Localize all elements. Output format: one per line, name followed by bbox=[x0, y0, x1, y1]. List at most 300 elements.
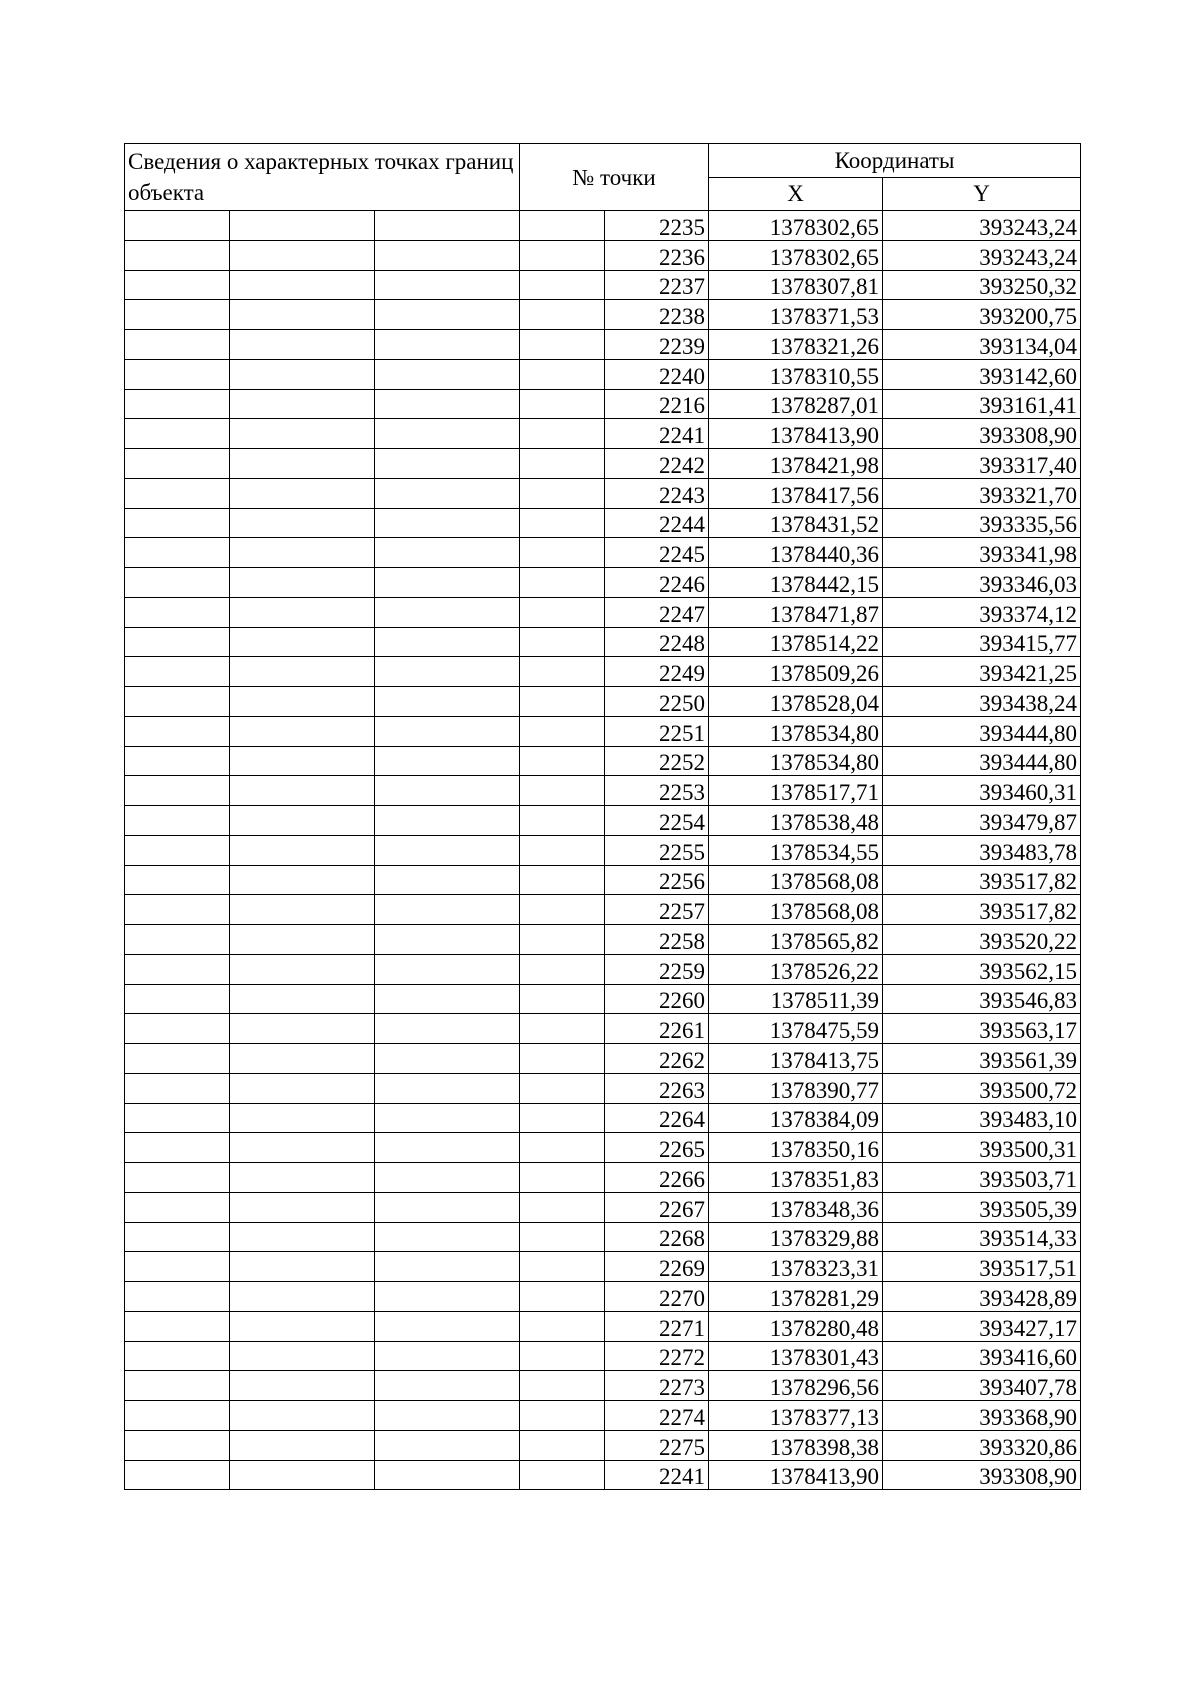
x-coordinate-cell: 1378421,98 bbox=[709, 449, 883, 479]
y-coordinate-cell: 393250,32 bbox=[883, 270, 1081, 300]
empty-cell bbox=[520, 895, 605, 925]
empty-cell bbox=[125, 508, 230, 538]
empty-cell bbox=[230, 1044, 375, 1074]
point-number-cell: 2270 bbox=[605, 1282, 709, 1312]
table-row bbox=[125, 478, 1081, 508]
x-coordinate-cell: 1378413,90 bbox=[709, 419, 883, 449]
empty-cell bbox=[375, 1460, 520, 1490]
x-coordinate-cell: 1378384,09 bbox=[709, 1103, 883, 1133]
point-number-cell: 2250 bbox=[605, 687, 709, 717]
table-row bbox=[125, 1460, 1081, 1490]
empty-cell bbox=[230, 954, 375, 984]
table-row bbox=[125, 1133, 1081, 1163]
empty-cell bbox=[125, 716, 230, 746]
empty-cell bbox=[230, 746, 375, 776]
empty-cell bbox=[520, 419, 605, 449]
empty-cell bbox=[375, 1222, 520, 1252]
point-number-cell: 2258 bbox=[605, 925, 709, 955]
y-coordinate-cell: 393421,25 bbox=[883, 657, 1081, 687]
point-number-cell: 2272 bbox=[605, 1341, 709, 1371]
table-row bbox=[125, 211, 1081, 241]
point-number-cell: 2241 bbox=[605, 419, 709, 449]
y-coordinate-cell: 393142,60 bbox=[883, 359, 1081, 389]
table-row bbox=[125, 1222, 1081, 1252]
empty-cell bbox=[230, 627, 375, 657]
empty-cell bbox=[230, 330, 375, 360]
x-coordinate-cell: 1378310,55 bbox=[709, 359, 883, 389]
empty-cell bbox=[520, 211, 605, 241]
x-coordinate-cell: 1378329,88 bbox=[709, 1222, 883, 1252]
empty-cell bbox=[125, 1430, 230, 1460]
point-number-cell: 2235 bbox=[605, 211, 709, 241]
x-coordinate-cell: 1378371,53 bbox=[709, 300, 883, 330]
empty-cell bbox=[230, 716, 375, 746]
y-coordinate-cell: 393317,40 bbox=[883, 449, 1081, 479]
empty-cell bbox=[375, 806, 520, 836]
x-coordinate-cell: 1378514,22 bbox=[709, 627, 883, 657]
point-number-cell: 2237 bbox=[605, 270, 709, 300]
empty-cell bbox=[230, 687, 375, 717]
empty-cell bbox=[520, 389, 605, 419]
x-coordinate-cell: 1378398,38 bbox=[709, 1430, 883, 1460]
table-row bbox=[125, 270, 1081, 300]
point-number-cell: 2243 bbox=[605, 478, 709, 508]
empty-cell bbox=[520, 1163, 605, 1193]
y-coordinate-cell: 393563,17 bbox=[883, 1014, 1081, 1044]
empty-cell bbox=[230, 389, 375, 419]
empty-cell bbox=[520, 270, 605, 300]
empty-cell bbox=[230, 568, 375, 598]
empty-cell bbox=[520, 1073, 605, 1103]
empty-cell bbox=[375, 895, 520, 925]
empty-cell bbox=[520, 478, 605, 508]
empty-cell bbox=[125, 449, 230, 479]
table-row bbox=[125, 1311, 1081, 1341]
x-coordinate-cell: 1378471,87 bbox=[709, 597, 883, 627]
point-number-cell: 2262 bbox=[605, 1044, 709, 1074]
empty-cell bbox=[375, 1401, 520, 1431]
empty-cell bbox=[375, 1252, 520, 1282]
point-number-cell: 2260 bbox=[605, 984, 709, 1014]
empty-cell bbox=[520, 240, 605, 270]
table-row bbox=[125, 389, 1081, 419]
y-coordinate-cell: 393500,72 bbox=[883, 1073, 1081, 1103]
table-row bbox=[125, 1430, 1081, 1460]
point-number-cell: 2246 bbox=[605, 568, 709, 598]
empty-cell bbox=[375, 359, 520, 389]
empty-cell bbox=[520, 1044, 605, 1074]
empty-cell bbox=[520, 1460, 605, 1490]
coordinates-header: Координаты bbox=[709, 144, 1081, 178]
empty-cell bbox=[230, 984, 375, 1014]
table-row bbox=[125, 776, 1081, 806]
empty-cell bbox=[125, 597, 230, 627]
point-number-cell: 2240 bbox=[605, 359, 709, 389]
y-coordinate-cell: 393407,78 bbox=[883, 1371, 1081, 1401]
empty-cell bbox=[375, 538, 520, 568]
empty-cell bbox=[520, 538, 605, 568]
empty-cell bbox=[125, 240, 230, 270]
empty-cell bbox=[375, 1073, 520, 1103]
empty-cell bbox=[125, 1014, 230, 1044]
empty-cell bbox=[375, 925, 520, 955]
point-number-cell: 2263 bbox=[605, 1073, 709, 1103]
point-number-cell: 2264 bbox=[605, 1103, 709, 1133]
x-coordinate-cell: 1378348,36 bbox=[709, 1192, 883, 1222]
empty-cell bbox=[520, 657, 605, 687]
empty-cell bbox=[520, 508, 605, 538]
empty-cell bbox=[125, 865, 230, 895]
empty-cell bbox=[520, 627, 605, 657]
point-number-cell: 2265 bbox=[605, 1133, 709, 1163]
empty-cell bbox=[125, 657, 230, 687]
empty-cell bbox=[125, 1163, 230, 1193]
empty-cell bbox=[230, 895, 375, 925]
point-number-cell: 2252 bbox=[605, 746, 709, 776]
empty-cell bbox=[520, 865, 605, 895]
table-row bbox=[125, 984, 1081, 1014]
y-coordinate-cell: 393346,03 bbox=[883, 568, 1081, 598]
boundary-info-header: Сведения о характерных точках границ объекта bbox=[125, 144, 520, 211]
empty-cell bbox=[125, 984, 230, 1014]
empty-cell bbox=[230, 1133, 375, 1163]
y-coordinate-cell: 393374,12 bbox=[883, 597, 1081, 627]
empty-cell bbox=[375, 984, 520, 1014]
empty-cell bbox=[520, 597, 605, 627]
y-column-header: Y bbox=[883, 177, 1081, 211]
empty-cell bbox=[125, 359, 230, 389]
point-number-cell: 2261 bbox=[605, 1014, 709, 1044]
empty-cell bbox=[375, 270, 520, 300]
empty-cell bbox=[125, 1401, 230, 1431]
empty-cell bbox=[520, 984, 605, 1014]
x-coordinate-cell: 1378413,75 bbox=[709, 1044, 883, 1074]
empty-cell bbox=[375, 389, 520, 419]
empty-cell bbox=[230, 1430, 375, 1460]
table-row bbox=[125, 716, 1081, 746]
x-coordinate-cell: 1378281,29 bbox=[709, 1282, 883, 1312]
empty-cell bbox=[375, 865, 520, 895]
x-coordinate-cell: 1378534,80 bbox=[709, 716, 883, 746]
empty-cell bbox=[520, 925, 605, 955]
point-number-cell: 2242 bbox=[605, 449, 709, 479]
y-coordinate-cell: 393503,71 bbox=[883, 1163, 1081, 1193]
empty-cell bbox=[125, 389, 230, 419]
empty-cell bbox=[230, 1371, 375, 1401]
x-coordinate-cell: 1378431,52 bbox=[709, 508, 883, 538]
y-coordinate-cell: 393243,24 bbox=[883, 211, 1081, 241]
point-number-cell: 2274 bbox=[605, 1401, 709, 1431]
empty-cell bbox=[375, 835, 520, 865]
point-number-cell: 2216 bbox=[605, 389, 709, 419]
empty-cell bbox=[230, 1073, 375, 1103]
x-coordinate-cell: 1378517,71 bbox=[709, 776, 883, 806]
empty-cell bbox=[230, 359, 375, 389]
empty-cell bbox=[125, 538, 230, 568]
point-number-cell: 2238 bbox=[605, 300, 709, 330]
empty-cell bbox=[230, 1014, 375, 1044]
x-coordinate-cell: 1378390,77 bbox=[709, 1073, 883, 1103]
empty-cell bbox=[375, 1103, 520, 1133]
empty-cell bbox=[230, 300, 375, 330]
empty-cell bbox=[230, 449, 375, 479]
empty-cell bbox=[375, 1133, 520, 1163]
empty-cell bbox=[375, 746, 520, 776]
y-coordinate-cell: 393505,39 bbox=[883, 1192, 1081, 1222]
empty-cell bbox=[125, 776, 230, 806]
empty-cell bbox=[125, 568, 230, 598]
empty-cell bbox=[375, 597, 520, 627]
empty-cell bbox=[125, 1073, 230, 1103]
empty-cell bbox=[375, 508, 520, 538]
point-number-header: № точки bbox=[520, 144, 709, 211]
table-row bbox=[125, 1103, 1081, 1133]
table-row bbox=[125, 1252, 1081, 1282]
empty-cell bbox=[520, 716, 605, 746]
empty-cell bbox=[230, 270, 375, 300]
x-coordinate-cell: 1378568,08 bbox=[709, 895, 883, 925]
empty-cell bbox=[230, 1311, 375, 1341]
y-coordinate-cell: 393483,10 bbox=[883, 1103, 1081, 1133]
x-coordinate-cell: 1378323,31 bbox=[709, 1252, 883, 1282]
y-coordinate-cell: 393134,04 bbox=[883, 330, 1081, 360]
y-coordinate-cell: 393368,90 bbox=[883, 1401, 1081, 1431]
empty-cell bbox=[520, 1014, 605, 1044]
empty-cell bbox=[375, 240, 520, 270]
empty-cell bbox=[230, 211, 375, 241]
empty-cell bbox=[230, 865, 375, 895]
y-coordinate-cell: 393428,89 bbox=[883, 1282, 1081, 1312]
point-number-cell: 2275 bbox=[605, 1430, 709, 1460]
table-row bbox=[125, 330, 1081, 360]
y-coordinate-cell: 393562,15 bbox=[883, 954, 1081, 984]
y-coordinate-cell: 393479,87 bbox=[883, 806, 1081, 836]
y-coordinate-cell: 393517,82 bbox=[883, 895, 1081, 925]
x-coordinate-cell: 1378307,81 bbox=[709, 270, 883, 300]
x-coordinate-cell: 1378302,65 bbox=[709, 211, 883, 241]
point-number-cell: 2271 bbox=[605, 1311, 709, 1341]
empty-cell bbox=[125, 627, 230, 657]
empty-cell bbox=[375, 1192, 520, 1222]
table-row bbox=[125, 449, 1081, 479]
table-row bbox=[125, 806, 1081, 836]
empty-cell bbox=[520, 1252, 605, 1282]
empty-cell bbox=[230, 1252, 375, 1282]
table-row bbox=[125, 835, 1081, 865]
y-coordinate-cell: 393517,82 bbox=[883, 865, 1081, 895]
point-number-cell: 2249 bbox=[605, 657, 709, 687]
empty-cell bbox=[230, 657, 375, 687]
empty-cell bbox=[520, 1371, 605, 1401]
empty-cell bbox=[375, 687, 520, 717]
empty-cell bbox=[375, 330, 520, 360]
y-coordinate-cell: 393308,90 bbox=[883, 1460, 1081, 1490]
empty-cell bbox=[375, 1341, 520, 1371]
empty-cell bbox=[125, 211, 230, 241]
empty-cell bbox=[520, 1222, 605, 1252]
table-row bbox=[125, 240, 1081, 270]
empty-cell bbox=[375, 716, 520, 746]
y-coordinate-cell: 393161,41 bbox=[883, 389, 1081, 419]
y-coordinate-cell: 393335,56 bbox=[883, 508, 1081, 538]
table-row bbox=[125, 597, 1081, 627]
point-number-cell: 2254 bbox=[605, 806, 709, 836]
empty-cell bbox=[520, 1103, 605, 1133]
empty-cell bbox=[230, 597, 375, 627]
point-number-cell: 2256 bbox=[605, 865, 709, 895]
point-number-cell: 2241 bbox=[605, 1460, 709, 1490]
y-coordinate-cell: 393483,78 bbox=[883, 835, 1081, 865]
point-number-cell: 2269 bbox=[605, 1252, 709, 1282]
empty-cell bbox=[375, 449, 520, 479]
empty-cell bbox=[230, 478, 375, 508]
table-row bbox=[125, 538, 1081, 568]
empty-cell bbox=[125, 806, 230, 836]
y-coordinate-cell: 393243,24 bbox=[883, 240, 1081, 270]
y-coordinate-cell: 393514,33 bbox=[883, 1222, 1081, 1252]
empty-cell bbox=[375, 1014, 520, 1044]
x-coordinate-cell: 1378528,04 bbox=[709, 687, 883, 717]
point-number-cell: 2251 bbox=[605, 716, 709, 746]
empty-cell bbox=[520, 954, 605, 984]
table-row bbox=[125, 746, 1081, 776]
point-number-cell: 2253 bbox=[605, 776, 709, 806]
point-number-cell: 2248 bbox=[605, 627, 709, 657]
empty-cell bbox=[125, 895, 230, 925]
empty-cell bbox=[375, 568, 520, 598]
point-number-cell: 2273 bbox=[605, 1371, 709, 1401]
empty-cell bbox=[125, 835, 230, 865]
table-row bbox=[125, 1341, 1081, 1371]
empty-cell bbox=[375, 1430, 520, 1460]
x-coordinate-cell: 1378280,48 bbox=[709, 1311, 883, 1341]
x-coordinate-cell: 1378413,90 bbox=[709, 1460, 883, 1490]
empty-cell bbox=[230, 806, 375, 836]
empty-cell bbox=[125, 270, 230, 300]
y-coordinate-cell: 393546,83 bbox=[883, 984, 1081, 1014]
empty-cell bbox=[520, 746, 605, 776]
x-coordinate-cell: 1378351,83 bbox=[709, 1163, 883, 1193]
y-coordinate-cell: 393561,39 bbox=[883, 1044, 1081, 1074]
x-coordinate-cell: 1378565,82 bbox=[709, 925, 883, 955]
empty-cell bbox=[125, 1192, 230, 1222]
table-row bbox=[125, 1044, 1081, 1074]
empty-cell bbox=[125, 746, 230, 776]
empty-cell bbox=[375, 211, 520, 241]
empty-cell bbox=[125, 1044, 230, 1074]
point-number-cell: 2257 bbox=[605, 895, 709, 925]
empty-cell bbox=[230, 1460, 375, 1490]
empty-cell bbox=[375, 300, 520, 330]
empty-cell bbox=[375, 478, 520, 508]
empty-cell bbox=[125, 1252, 230, 1282]
empty-cell bbox=[520, 330, 605, 360]
empty-cell bbox=[375, 1163, 520, 1193]
empty-cell bbox=[520, 1430, 605, 1460]
empty-cell bbox=[375, 627, 520, 657]
x-coordinate-cell: 1378377,13 bbox=[709, 1401, 883, 1431]
y-coordinate-cell: 393438,24 bbox=[883, 687, 1081, 717]
x-column-header: X bbox=[709, 177, 883, 211]
empty-cell bbox=[375, 954, 520, 984]
x-coordinate-cell: 1378568,08 bbox=[709, 865, 883, 895]
header-row-1 bbox=[125, 144, 1081, 178]
point-number-cell: 2245 bbox=[605, 538, 709, 568]
x-coordinate-cell: 1378526,22 bbox=[709, 954, 883, 984]
table-row bbox=[125, 954, 1081, 984]
empty-cell bbox=[125, 1133, 230, 1163]
point-number-cell: 2255 bbox=[605, 835, 709, 865]
empty-cell bbox=[125, 330, 230, 360]
y-coordinate-cell: 393200,75 bbox=[883, 300, 1081, 330]
x-coordinate-cell: 1378301,43 bbox=[709, 1341, 883, 1371]
x-coordinate-cell: 1378287,01 bbox=[709, 389, 883, 419]
table-row bbox=[125, 687, 1081, 717]
empty-cell bbox=[125, 1222, 230, 1252]
point-number-cell: 2267 bbox=[605, 1192, 709, 1222]
table-row bbox=[125, 1073, 1081, 1103]
y-coordinate-cell: 393341,98 bbox=[883, 538, 1081, 568]
table-row bbox=[125, 627, 1081, 657]
table-row bbox=[125, 1163, 1081, 1193]
empty-cell bbox=[230, 1401, 375, 1431]
table-row bbox=[125, 657, 1081, 687]
empty-cell bbox=[230, 1163, 375, 1193]
y-coordinate-cell: 393500,31 bbox=[883, 1133, 1081, 1163]
x-coordinate-cell: 1378296,56 bbox=[709, 1371, 883, 1401]
x-coordinate-cell: 1378534,80 bbox=[709, 746, 883, 776]
empty-cell bbox=[125, 419, 230, 449]
point-number-cell: 2236 bbox=[605, 240, 709, 270]
empty-cell bbox=[520, 300, 605, 330]
y-coordinate-cell: 393320,86 bbox=[883, 1430, 1081, 1460]
empty-cell bbox=[230, 1222, 375, 1252]
x-coordinate-cell: 1378511,39 bbox=[709, 984, 883, 1014]
empty-cell bbox=[230, 925, 375, 955]
table-row bbox=[125, 300, 1081, 330]
empty-cell bbox=[125, 925, 230, 955]
empty-cell bbox=[125, 1282, 230, 1312]
empty-cell bbox=[125, 687, 230, 717]
table-row bbox=[125, 568, 1081, 598]
empty-cell bbox=[520, 1133, 605, 1163]
table-row bbox=[125, 508, 1081, 538]
y-coordinate-cell: 393444,80 bbox=[883, 716, 1081, 746]
empty-cell bbox=[125, 1103, 230, 1133]
x-coordinate-cell: 1378302,65 bbox=[709, 240, 883, 270]
y-coordinate-cell: 393415,77 bbox=[883, 627, 1081, 657]
empty-cell bbox=[375, 657, 520, 687]
empty-cell bbox=[520, 687, 605, 717]
y-coordinate-cell: 393321,70 bbox=[883, 478, 1081, 508]
empty-cell bbox=[125, 478, 230, 508]
coordinates-table bbox=[124, 143, 1081, 1490]
table-row bbox=[125, 1192, 1081, 1222]
empty-cell bbox=[125, 300, 230, 330]
empty-cell bbox=[230, 240, 375, 270]
table-row bbox=[125, 1371, 1081, 1401]
y-coordinate-cell: 393308,90 bbox=[883, 419, 1081, 449]
empty-cell bbox=[125, 954, 230, 984]
empty-cell bbox=[520, 835, 605, 865]
table-row bbox=[125, 895, 1081, 925]
y-coordinate-cell: 393517,51 bbox=[883, 1252, 1081, 1282]
empty-cell bbox=[520, 1401, 605, 1431]
table-row bbox=[125, 1014, 1081, 1044]
empty-cell bbox=[520, 1341, 605, 1371]
empty-cell bbox=[125, 1311, 230, 1341]
table-row bbox=[125, 1401, 1081, 1431]
